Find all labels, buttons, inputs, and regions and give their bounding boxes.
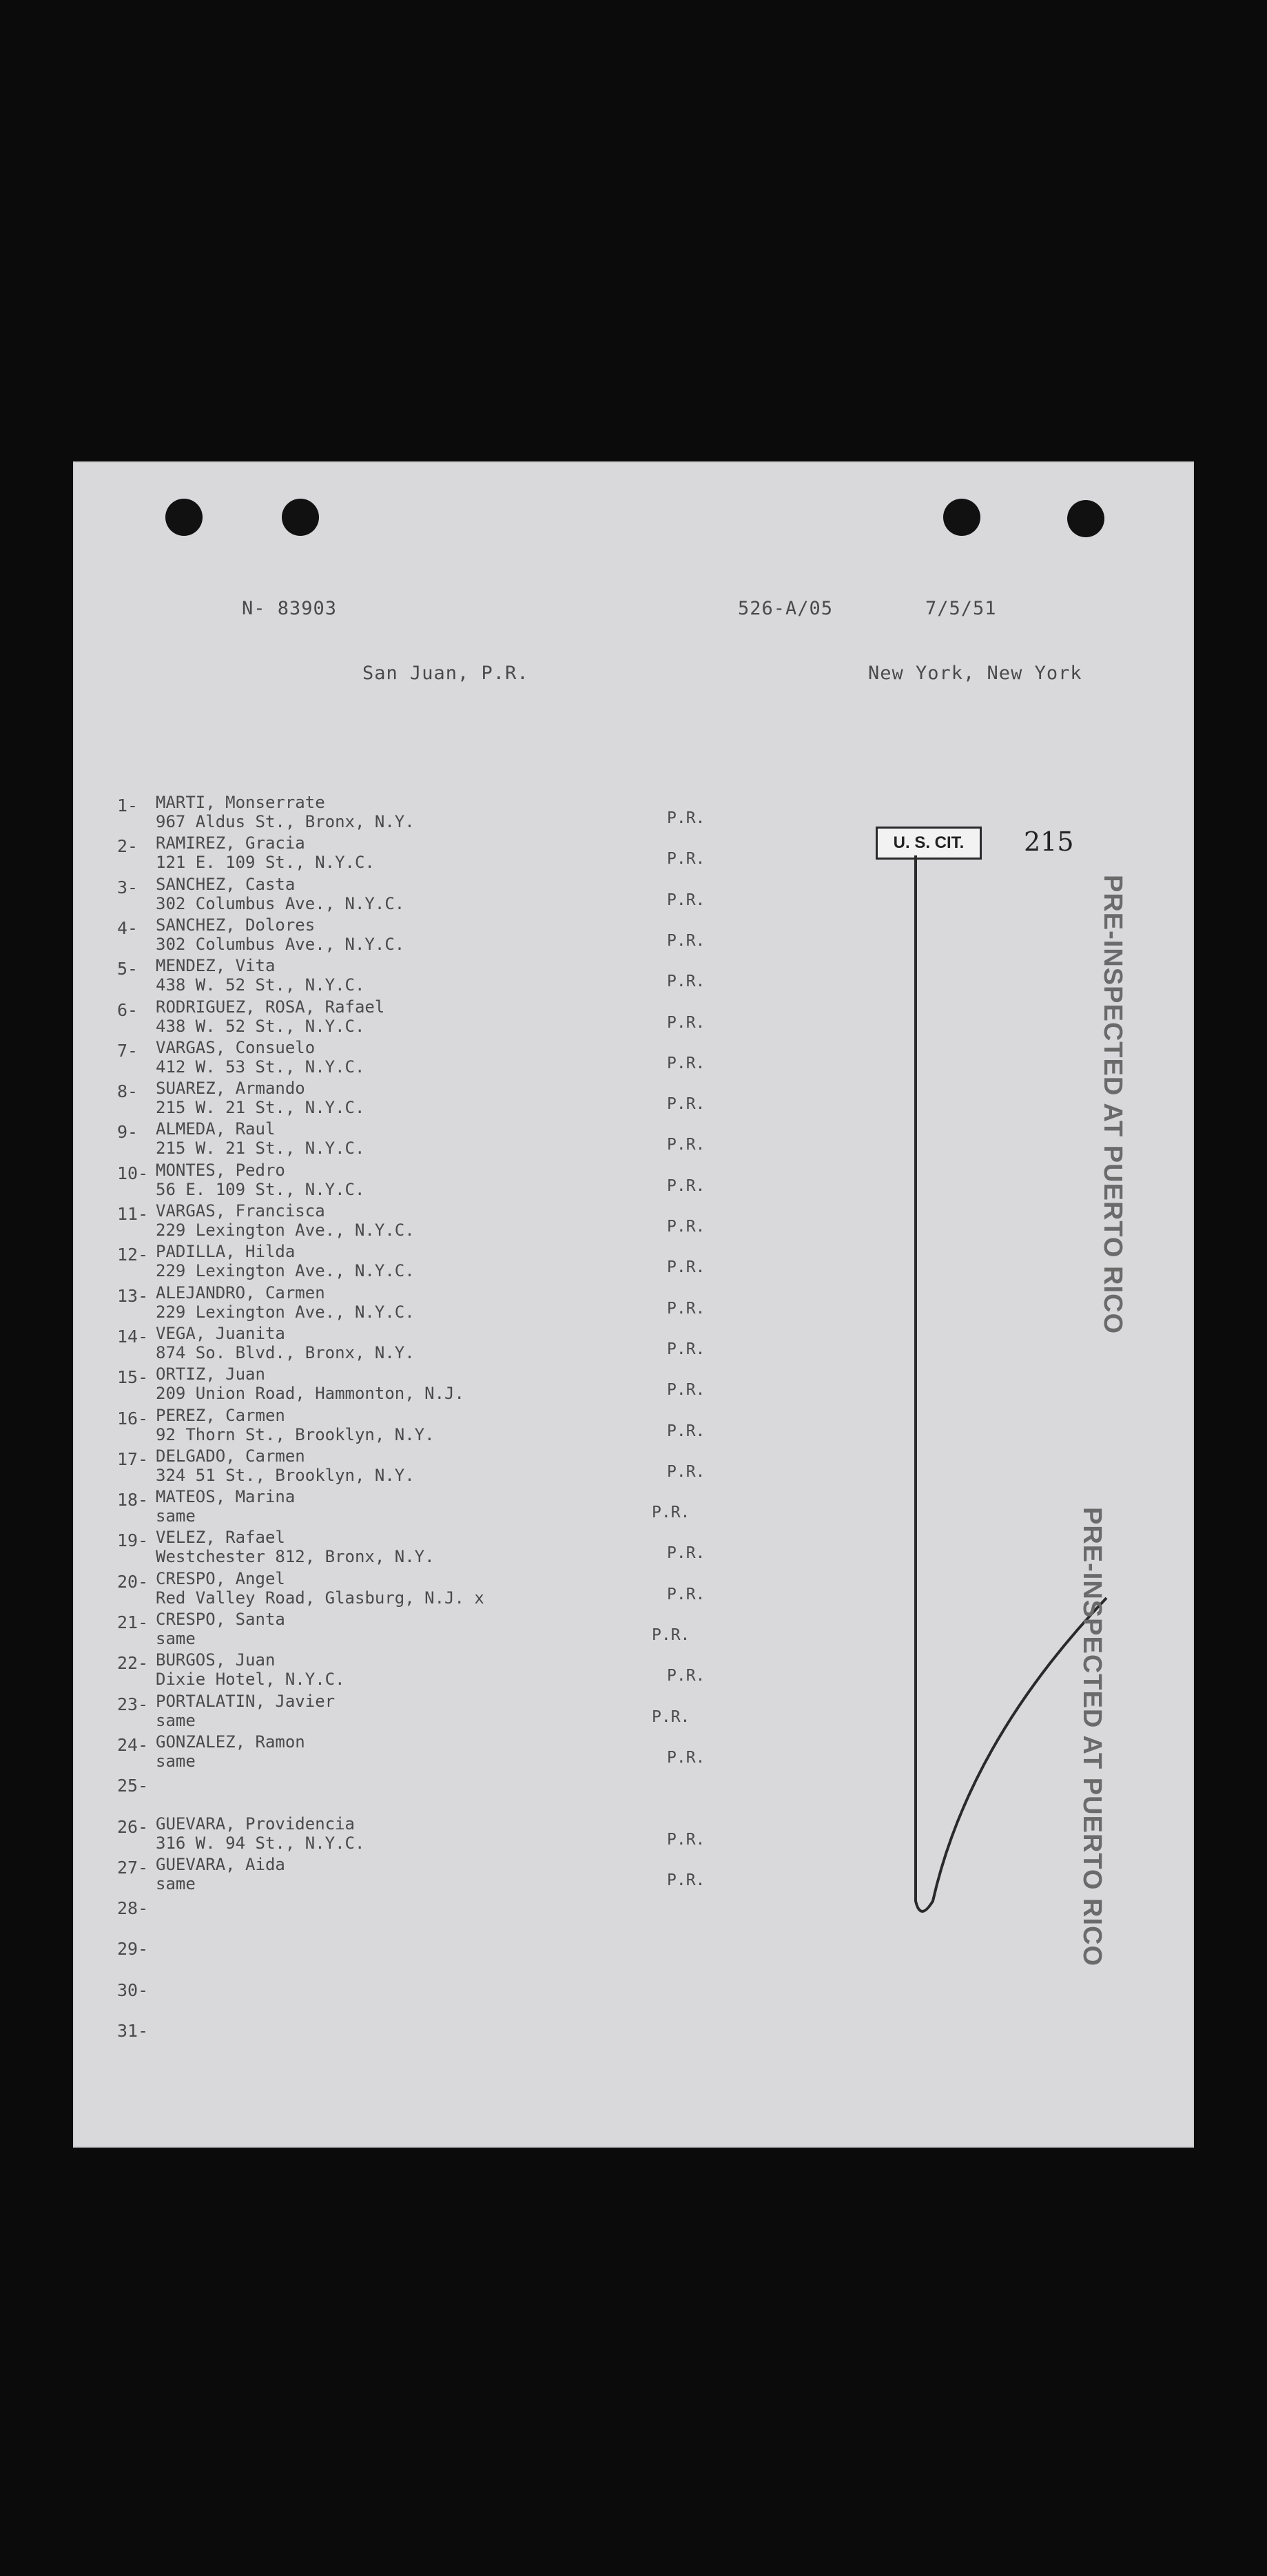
row-number: 28- <box>117 1898 149 1919</box>
row-number: 9- <box>117 1122 138 1143</box>
citizenship-stamp: U. S. CIT. <box>876 827 982 860</box>
row-number: 19- <box>117 1530 149 1551</box>
origin-code: P.R. <box>667 1340 705 1358</box>
passenger-name: CRESPO, Santa <box>156 1610 285 1629</box>
row-number: 11- <box>117 1204 149 1224</box>
passenger-name: SANCHEZ, Dolores <box>156 915 316 935</box>
pre-inspected-stamp-1: PRE-INSPECTED AT PUERTO RICO <box>1098 875 1127 1335</box>
passenger-address: 316 W. 94 St., N.Y.C. <box>156 1833 365 1853</box>
row-number: 7- <box>117 1040 138 1061</box>
origin-code: P.R. <box>667 1830 705 1849</box>
row-number: 15- <box>117 1367 149 1388</box>
row-number: 16- <box>117 1408 149 1429</box>
passenger-address: same <box>156 1873 196 1893</box>
origin-code: P.R. <box>652 1707 690 1726</box>
date: 7/5/51 <box>925 598 997 619</box>
passenger-name: DELGADO, Carmen <box>156 1446 305 1466</box>
row-number: 17- <box>117 1448 149 1469</box>
row-number: 21- <box>117 1612 149 1632</box>
manifest-number: 215 <box>1024 827 1074 857</box>
passenger-address: 229 Lexington Ave., N.Y.C. <box>156 1302 415 1322</box>
row-number: 29- <box>117 1939 149 1960</box>
row-number: 24- <box>117 1734 149 1755</box>
row-number: 20- <box>117 1571 149 1592</box>
passenger-address: Westchester 812, Bronx, N.Y. <box>156 1547 435 1567</box>
passenger-name: ALMEDA, Raul <box>156 1119 276 1139</box>
passenger-address: 324 51 St., Brooklyn, N.Y. <box>156 1465 415 1485</box>
origin-code: P.R. <box>667 1136 705 1154</box>
passenger-name: BURGOS, Juan <box>156 1650 276 1670</box>
origin-code: P.R. <box>652 1504 690 1522</box>
origin-code: P.R. <box>667 850 705 869</box>
passenger-name: PADILLA, Hilda <box>156 1242 296 1262</box>
passenger-address: 967 Aldus St., Bronx, N.Y. <box>156 812 415 831</box>
passenger-address: same <box>156 1506 196 1526</box>
origin-code: P.R. <box>667 1013 705 1032</box>
passenger-name: PEREZ, Carmen <box>156 1405 285 1425</box>
passenger-address: 438 W. 52 St., N.Y.C. <box>156 975 365 995</box>
row-number: 14- <box>117 1326 149 1347</box>
origin-code: P.R. <box>667 1095 705 1114</box>
origin-code: P.R. <box>667 1544 705 1563</box>
origin-code: P.R. <box>667 1381 705 1400</box>
passenger-address: 412 W. 53 St., N.Y.C. <box>156 1057 365 1077</box>
list-number: N- 83903 <box>242 598 338 619</box>
passenger-name: VELEZ, Rafael <box>156 1528 285 1548</box>
passenger-address: 229 Lexington Ave., N.Y.C. <box>156 1221 415 1240</box>
row-number: 10- <box>117 1163 149 1183</box>
passenger-address: 229 Lexington Ave., N.Y.C. <box>156 1261 415 1281</box>
passenger-address: 874 So. Blvd., Bronx, N.Y. <box>156 1342 415 1362</box>
passenger-name: ALEJANDRO, Carmen <box>156 1282 325 1302</box>
passenger-address: 215 W. 21 St., N.Y.C. <box>156 1139 365 1159</box>
passenger-name: MENDEZ, Vita <box>156 956 276 976</box>
origin-code: P.R. <box>667 1176 705 1195</box>
passenger-name: ORTIZ, Juan <box>156 1364 265 1384</box>
passenger-name: RAMIREZ, Gracia <box>156 833 305 853</box>
passenger-name: MATEOS, Marina <box>156 1487 296 1507</box>
row-number: 4- <box>117 917 138 938</box>
passenger-address: same <box>156 1710 196 1730</box>
row-number: 31- <box>117 2021 149 2041</box>
row-number: 26- <box>117 1816 149 1837</box>
origin-code: P.R. <box>667 1258 705 1277</box>
passenger-name: SANCHEZ, Casta <box>156 874 296 894</box>
row-number: 18- <box>117 1490 149 1510</box>
row-number: 23- <box>117 1694 149 1714</box>
origin-code: P.R. <box>667 1422 705 1440</box>
origin-code: P.R. <box>667 973 705 991</box>
passenger-address: Red Valley Road, Glasburg, N.J. x <box>156 1588 484 1608</box>
row-number: 3- <box>117 877 138 897</box>
origin-code: P.R. <box>667 1462 705 1481</box>
passenger-name: GUEVARA, Aida <box>156 1854 285 1874</box>
row-number: 2- <box>117 836 138 857</box>
origin-code: P.R. <box>667 809 705 827</box>
passenger-address: same <box>156 1629 196 1648</box>
row-number: 27- <box>117 1857 149 1878</box>
row-number: 8- <box>117 1081 138 1102</box>
passenger-address: same <box>156 1751 196 1771</box>
row-number: 5- <box>117 959 138 979</box>
manifest-page <box>73 461 1194 2148</box>
passenger-address: 302 Columbus Ave., N.Y.C. <box>156 893 405 913</box>
row-number: 22- <box>117 1653 149 1674</box>
origin-code: P.R. <box>667 1218 705 1236</box>
passenger-address: 92 Thorn St., Brooklyn, N.Y. <box>156 1424 435 1444</box>
passenger-address: 215 W. 21 St., N.Y.C. <box>156 1098 365 1118</box>
passenger-name: RODRIGUEZ, ROSA, Rafael <box>156 997 385 1017</box>
passenger-address: 121 E. 109 St., N.Y.C. <box>156 853 375 873</box>
row-number: 30- <box>117 1980 149 2000</box>
origin-code: P.R. <box>667 1299 705 1318</box>
passenger-address: 438 W. 52 St., N.Y.C. <box>156 1016 365 1036</box>
passenger-name: VEGA, Juanita <box>156 1323 285 1343</box>
passenger-address: Dixie Hotel, N.Y.C. <box>156 1670 345 1690</box>
row-number: 6- <box>117 999 138 1020</box>
passenger-name: SUAREZ, Armando <box>156 1079 305 1099</box>
origin-code: P.R. <box>667 1667 705 1685</box>
passenger-name: VARGAS, Consuelo <box>156 1037 316 1057</box>
passenger-name: GUEVARA, Providencia <box>156 1814 355 1834</box>
origin-code: P.R. <box>667 1871 705 1889</box>
passenger-address: 302 Columbus Ave., N.Y.C. <box>156 934 405 954</box>
arrival-city: New York, New York <box>868 663 1082 684</box>
departure-city: San Juan, P.R. <box>362 663 529 684</box>
passenger-name: MARTI, Monserrate <box>156 793 325 812</box>
passenger-name: VARGAS, Francisca <box>156 1201 325 1221</box>
flight-number: 526-A/05 <box>738 598 834 619</box>
origin-code: P.R. <box>667 1585 705 1603</box>
row-number: 13- <box>117 1285 149 1306</box>
origin-code: P.R. <box>667 891 705 909</box>
row-number: 1- <box>117 796 138 816</box>
passenger-address: 209 Union Road, Hammonton, N.J. <box>156 1384 464 1404</box>
passenger-name: CRESPO, Angel <box>156 1568 285 1588</box>
passenger-name: MONTES, Pedro <box>156 1160 285 1180</box>
origin-code: P.R. <box>667 931 705 950</box>
pre-inspected-stamp-2: PRE-INSPECTED AT PUERTO RICO <box>1078 1507 1106 1967</box>
origin-code: P.R. <box>667 1054 705 1072</box>
row-number: 12- <box>117 1245 149 1265</box>
row-number: 25- <box>117 1776 149 1796</box>
passenger-address: 56 E. 109 St., N.Y.C. <box>156 1179 365 1199</box>
origin-code: P.R. <box>667 1748 705 1767</box>
passenger-name: GONZALEZ, Ramon <box>156 1732 305 1752</box>
origin-code: P.R. <box>652 1626 690 1644</box>
passenger-name: PORTALATIN, Javier <box>156 1691 336 1711</box>
